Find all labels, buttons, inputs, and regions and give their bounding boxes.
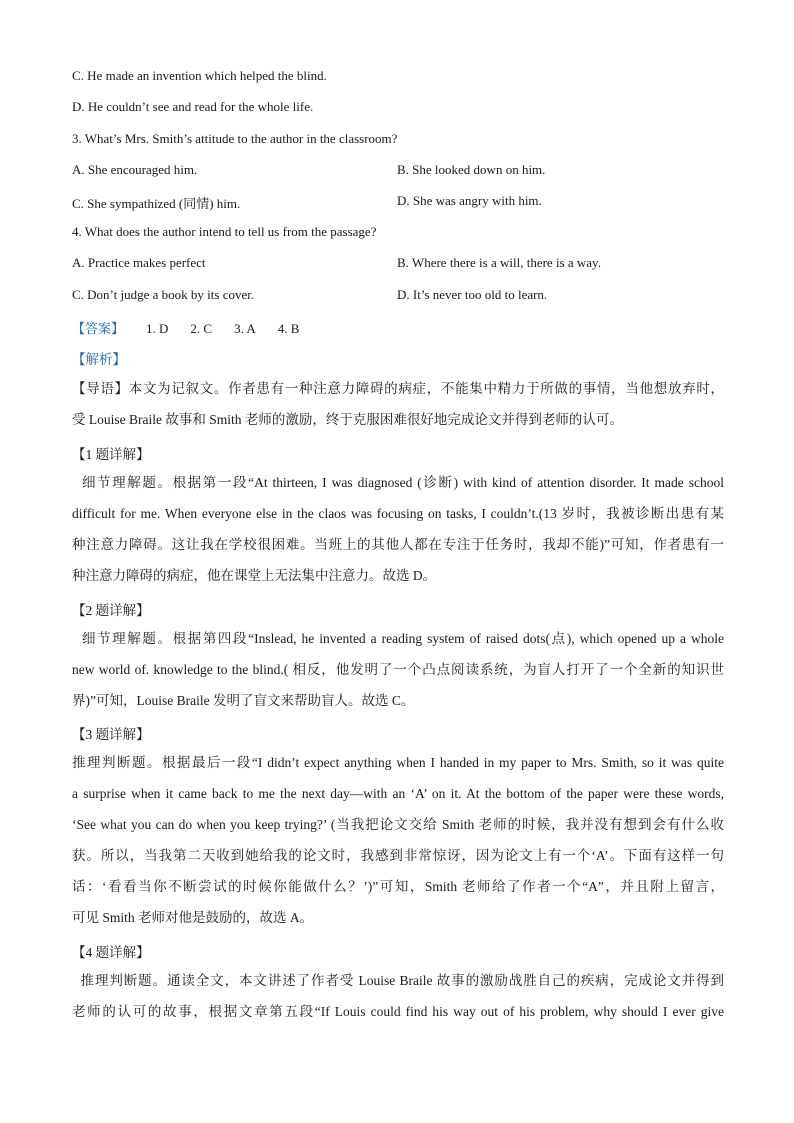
answer-item-4: 4. B bbox=[277, 321, 300, 336]
detail-3-line-2: a surprise when it came back to me the next day—with an ‘A’ on it. At the bottom of the paper were these words, bbox=[72, 786, 724, 801]
detail-2-header: 【2 题详解】 bbox=[72, 603, 150, 618]
detail-3-line-3: ‘See what you can do when you keep trying?’ (当我把论文交给 Smith 老师的时候，我并没有想到会有什么收 bbox=[72, 817, 724, 832]
detail-4-line-1: 推理判断题。通读全文，本文讲述了作者受 Louise Braile 故事的激励战胜自己的疾病，完成论文并得到 bbox=[72, 973, 724, 988]
answer-key bbox=[72, 318, 299, 337]
guide-line-2: 受 Louise Braile 故事和 Smith 老师的激励，终于克服困难很好地完成论文并得到老师的认可。 bbox=[72, 412, 623, 427]
q4-stem: 4. What does the author intend to tell us from the passage? bbox=[72, 224, 377, 239]
detail-2-line-1: 细节理解题。根据第四段“Inslead, he invented a reading system of raised dots(点), which opened up a whole bbox=[72, 631, 724, 646]
q2-option-d: D. He couldn’t see and read for the whole life. bbox=[72, 99, 314, 114]
detail-3-line-5: 话：‘看看当你不断尝试的时候你能做什么？’)”可知，Smith 老师给了作者一个“A”，并且附上留言， bbox=[72, 879, 724, 894]
q4-option-c: C. Don’t judge a book by its cover. bbox=[72, 287, 255, 302]
q4-option-a: A. Practice makes perfect bbox=[72, 255, 206, 270]
guide-label: 【导语】 bbox=[72, 381, 129, 396]
q3-option-b: B. She looked down on him. bbox=[397, 162, 546, 177]
detail-2-paragraph bbox=[72, 623, 724, 716]
q4-option-b: B. Where there is a will, there is a way. bbox=[397, 255, 601, 270]
detail-1-header: 【1 题详解】 bbox=[72, 447, 150, 462]
answer-label: 【答案】 bbox=[72, 321, 125, 336]
detail-2-line-3: 界)”可知，Louise Braile 发明了盲文来帮助盲人。故选 C。 bbox=[72, 693, 415, 708]
answer-item-2: 2. C bbox=[190, 321, 213, 336]
detail-3-header: 【3 题详解】 bbox=[72, 727, 150, 742]
detail-1-line-1: 细节理解题。根据第一段“At thirteen, I was diagnosed (诊断) with kind of attention disorder. It made school bbox=[72, 475, 724, 490]
q3-stem: 3. What’s Mrs. Smith’s attitude to the author in the classroom? bbox=[72, 131, 398, 146]
answer-item-3: 3. A bbox=[234, 321, 256, 336]
detail-3-line-4: 获。所以，当我第二天收到她给我的论文时，我感到非常惊讶，因为论文上有一个‘A’。下面有这样一句 bbox=[72, 848, 724, 863]
detail-1-line-2: difficult for me. When everyone else in the claos was focusing on tasks, I couldn’t.(13 岁时，我被诊断出患有某 bbox=[72, 506, 724, 521]
detail-2-line-2: new world of. knowledge to the blind.( 相反，他发明了一个凸点阅读系统，为盲人打开了一个全新的知识世 bbox=[72, 662, 724, 677]
detail-3-line-1: 推理判断题。根据最后一段“I didn’t expect anything when I handed in my paper to Mrs. Smith, so it was quite bbox=[72, 755, 724, 770]
analysis-heading bbox=[72, 348, 126, 368]
guide-line-1 bbox=[72, 373, 724, 404]
detail-3-line-6: 可见 Smith 老师对他是鼓励的，故选 A。 bbox=[72, 910, 314, 925]
detail-1-paragraph bbox=[72, 467, 724, 591]
detail-1-line-3: 种注意力障碍。这让我在学校很困难。当班上的其他人都在专注于任务时，我却不能)”可知，作者患有一 bbox=[72, 537, 724, 552]
detail-4-header: 【4 题详解】 bbox=[72, 945, 150, 960]
detail-3-paragraph bbox=[72, 747, 724, 933]
detail-1-line-4: 种注意力障碍的病症，他在课堂上无法集中注意力。故选 D。 bbox=[72, 568, 437, 583]
q4-option-d: D. It’s never too old to learn. bbox=[397, 287, 548, 302]
q3-option-a: A. She encouraged him. bbox=[72, 162, 198, 177]
guide-line-1-text: 本文为记叙文。作者患有一种注意力障碍的病症，不能集中精力于所做的事情，当他想放弃时， bbox=[128, 381, 724, 396]
q3-option-d: D. She was angry with him. bbox=[397, 193, 542, 208]
q3-option-c: C. She sympathized (同情) him. bbox=[72, 196, 241, 211]
q2-option-c: C. He made an invention which helped the blind. bbox=[72, 68, 327, 83]
detail-4-line-2: 老师的认可的故事，根据文章第五段“If Louis could find his way out of his problem, why should I ever give bbox=[72, 1004, 724, 1019]
answer-item-1: 1. D bbox=[146, 321, 169, 336]
guide-paragraph bbox=[72, 373, 724, 435]
detail-4-paragraph bbox=[72, 965, 724, 1027]
analysis-label: 【解析】 bbox=[72, 352, 126, 367]
